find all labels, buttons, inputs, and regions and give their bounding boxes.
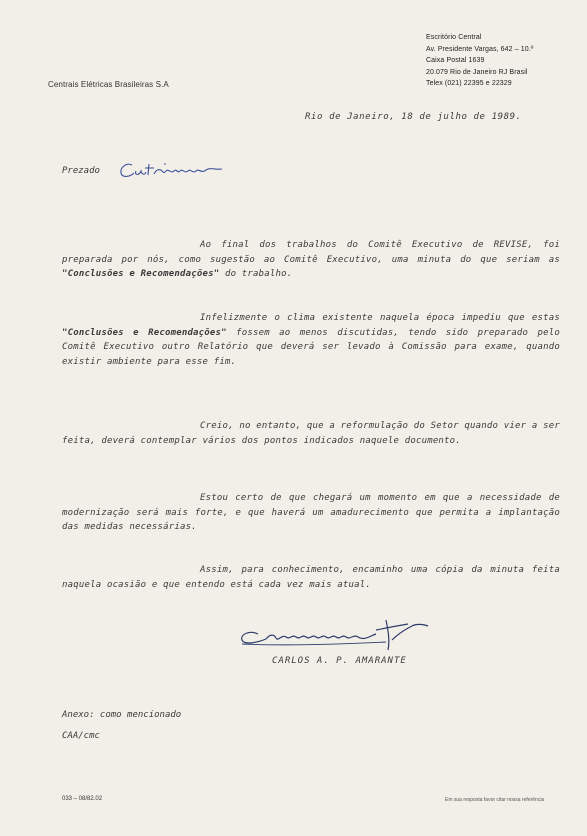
paragraph-1-text: Ao final dos trabalhos do Comitê Executivo de REVISE, foi preparada por nós, como sugestão ao Comitê Executivo, uma minuta do que seriam as: [62, 240, 560, 265]
address-line: 20.079 Rio de Janeiro RJ Brasil: [426, 68, 528, 76]
handwritten-greeting-name: [118, 158, 228, 182]
paragraph-2-text: Infelizmente o clima existente naquela época impediu que estas: [200, 313, 560, 323]
address-line: Caixa Postal 1639: [426, 57, 485, 64]
handwritten-signature: [236, 616, 431, 652]
address-line: Escritório Central: [426, 34, 482, 41]
letter-date: Rio de Janeiro, 18 de julho de 1989.: [305, 112, 522, 122]
company-name: Centrais Elétricas Brasileiras S.A: [48, 80, 169, 89]
greeting: Prezado: [62, 166, 100, 176]
form-code: 033 – 08/82.02: [62, 796, 103, 802]
paragraph-2: [62, 311, 560, 369]
signatory-name: CARLOS A. P. AMARANTE: [272, 656, 407, 666]
reference-note: Em sua resposta favor citar nossa referência: [445, 797, 545, 803]
address-line: Av. Presidente Vargas, 642 – 10.º: [426, 45, 534, 53]
paragraph-5: Assim, para conhecimento, encaminho uma cópia da minuta feita naquela ocasião e que entendo está cada vez mais atual.: [62, 565, 560, 590]
paragraph-4: Estou certo de que chegará um momento em que a necessidade de modernização será mais forte, e que haverá um amadurecimento que permita a implantação das medidas necessárias.: [62, 493, 560, 533]
typist-initials: CAA/cmc: [62, 731, 100, 741]
annex-note: Anexo: como mencionado: [62, 710, 182, 720]
address-line: Telex (021) 22395 e 22329: [426, 80, 512, 87]
paragraph-3: Creio, no entanto, que a reformulação do Setor quando vier a ser feita, deverá contemplar vários dos pontos indicados naquele documento.: [62, 421, 560, 446]
paragraph-2-end: fossem ao menos discutidas, tendo sido preparado pelo Comitê Executivo outro Relatório que deverá ser levado à Comissão para exame, quando existir ambiente para esse fim.: [62, 327, 560, 367]
quoted-title: "Conclusões e Recomendações": [62, 269, 220, 280]
paragraph-1: [62, 238, 560, 282]
quoted-title: "Conclusões e Recomendações": [62, 327, 227, 338]
office-address: [426, 32, 533, 90]
paragraph-1-end: do trabalho.: [219, 269, 293, 280]
